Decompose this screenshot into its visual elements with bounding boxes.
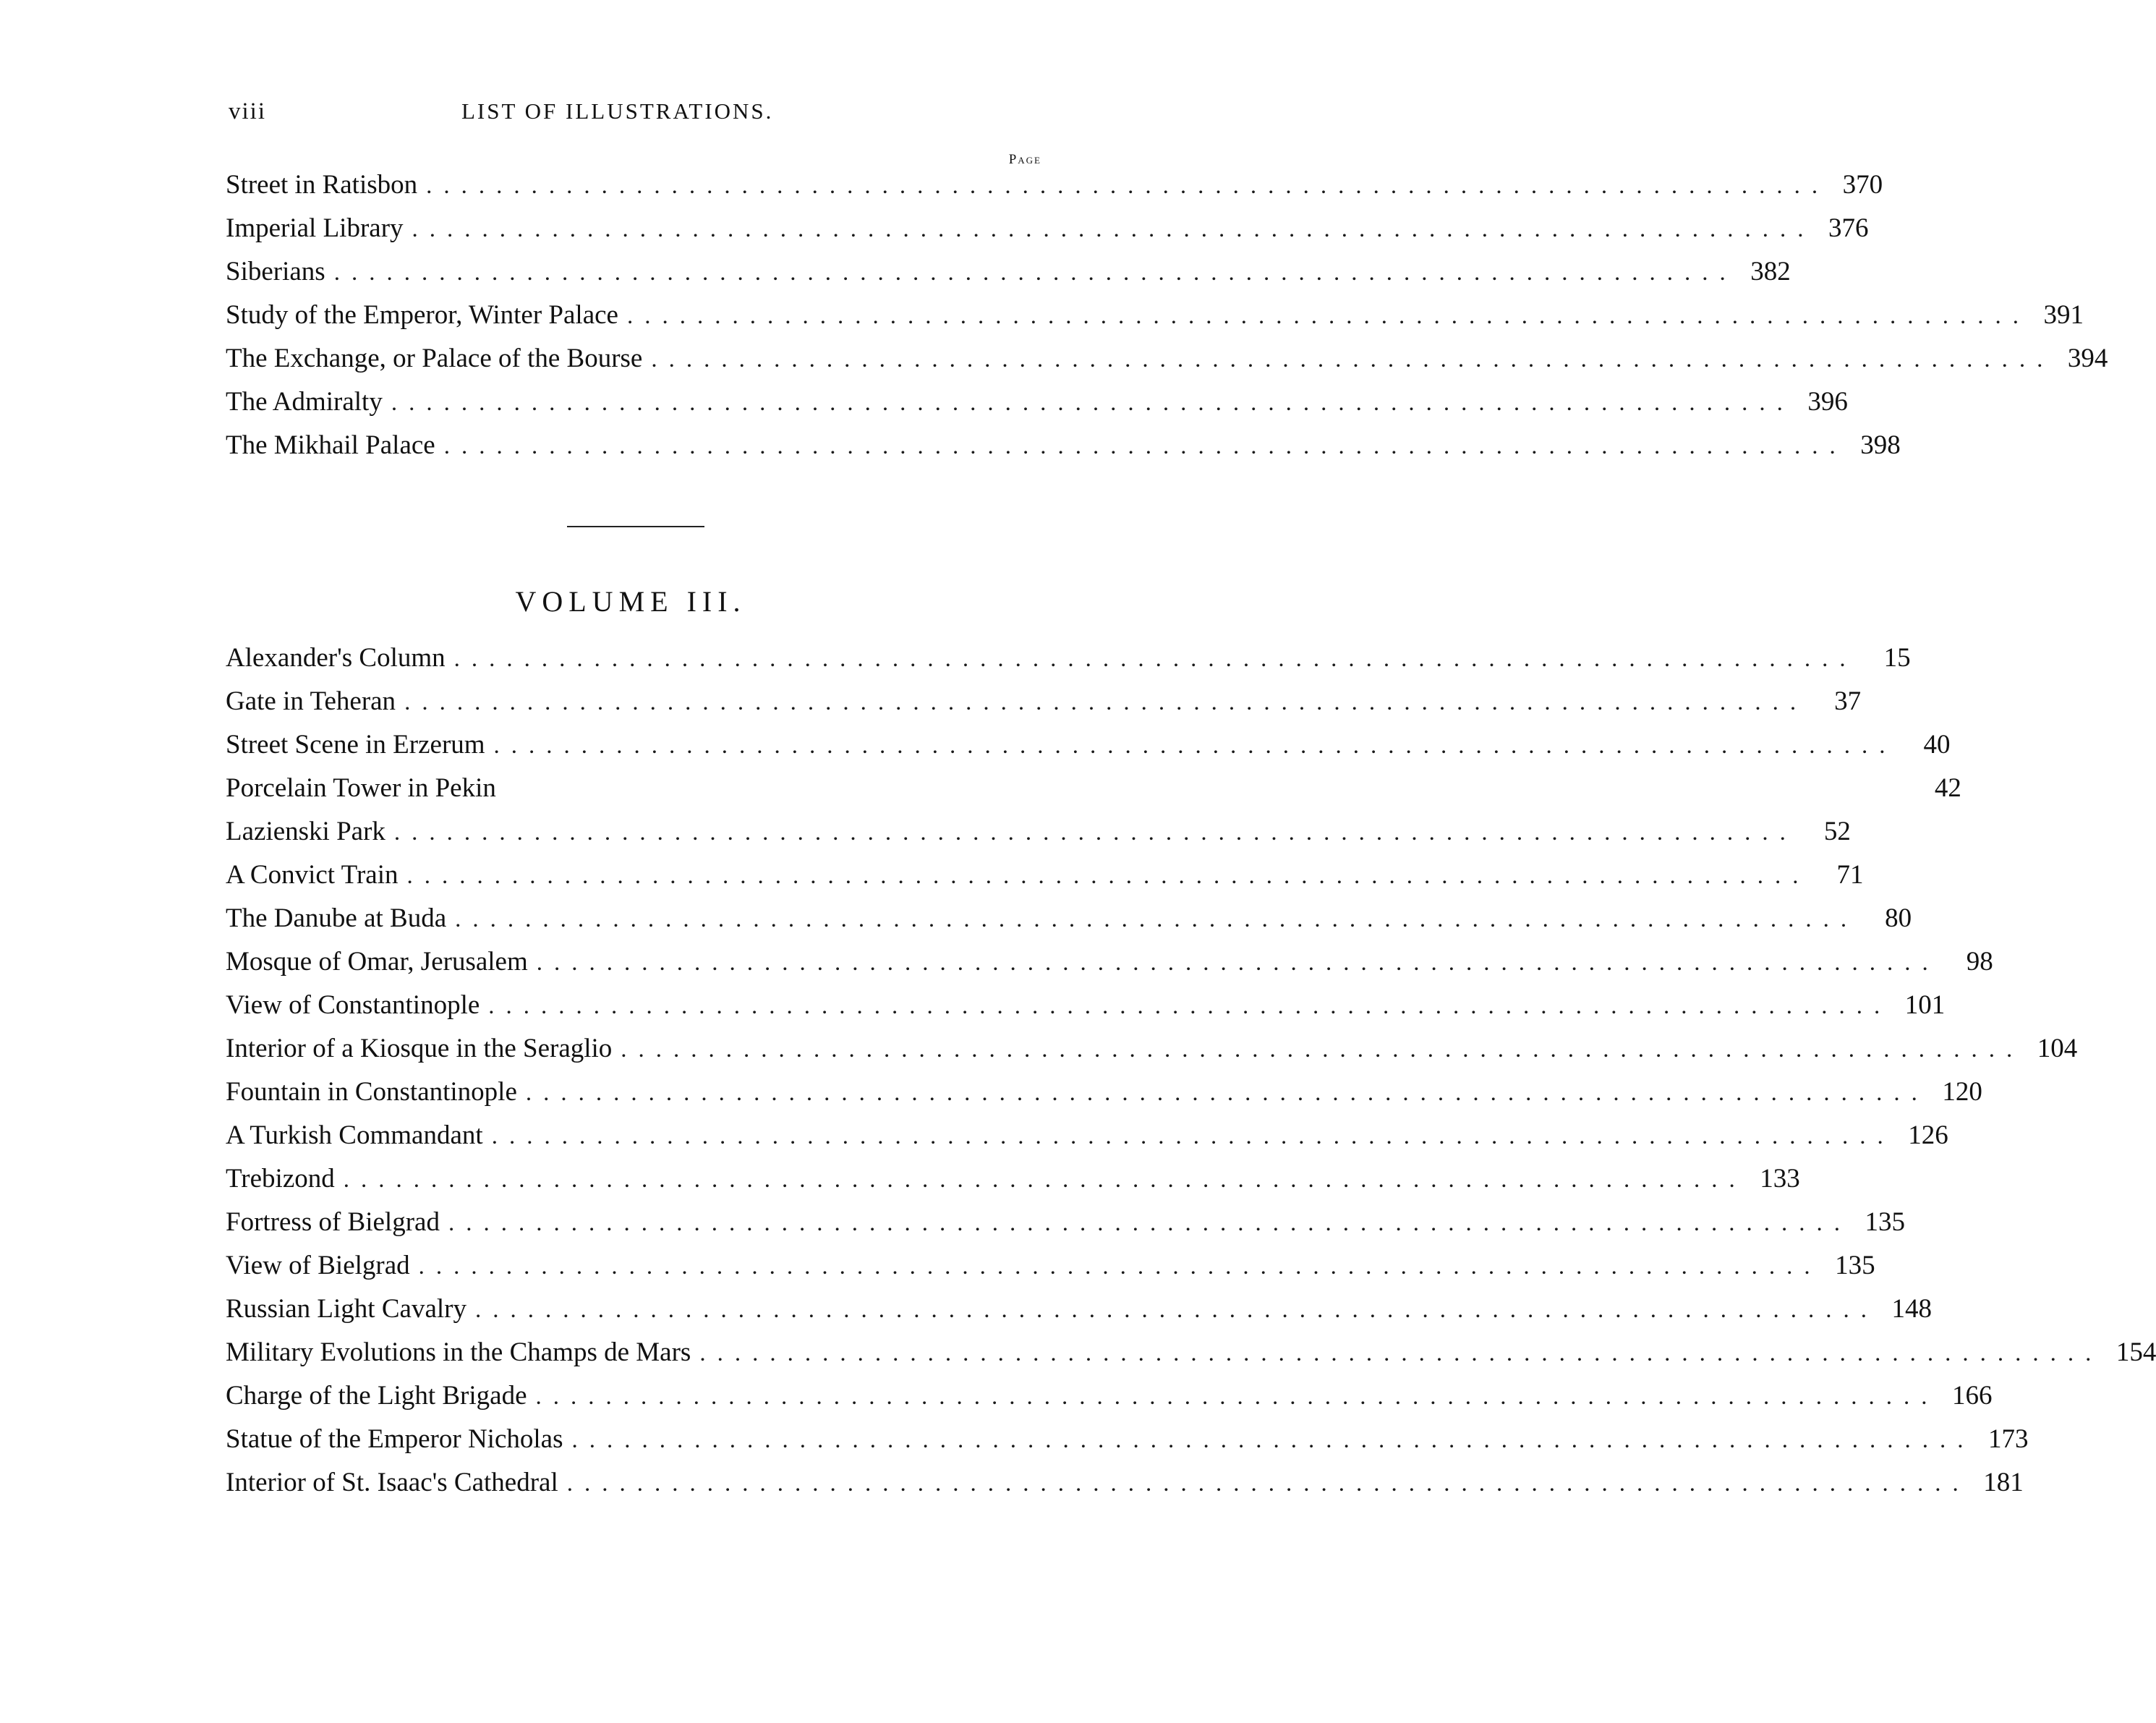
dot-leader: ................................................................................	[391, 390, 1794, 416]
dot-leader: ................................................................................	[333, 260, 1737, 286]
illustration-title: Porcelain Tower in Pekin	[226, 773, 496, 803]
illustration-page: 154	[2115, 1337, 2156, 1367]
list-item	[226, 686, 1862, 729]
illustration-page: 71	[1836, 860, 1864, 890]
dot-leader: ................................................................................	[651, 346, 2055, 373]
dot-leader: ................................................................................	[699, 1340, 2103, 1366]
illustration-title: Gate in Teheran	[226, 686, 396, 716]
list-item	[226, 1033, 2078, 1076]
list-item	[226, 1293, 1932, 1337]
illustration-title: Imperial Library	[226, 213, 404, 243]
list-item	[226, 1163, 1800, 1207]
list-item	[226, 729, 1951, 773]
dot-leader: ................................................................................	[453, 646, 1857, 672]
illustration-title: Statue of the Emperor Nicholas	[226, 1424, 563, 1454]
illustration-list-continued	[226, 169, 2108, 473]
illustration-title: The Exchange, or Palace of the Bourse	[226, 344, 643, 373]
illustration-page: 120	[1942, 1077, 1982, 1107]
illustration-title: Lazienski Park	[226, 817, 385, 846]
illustration-page: 382	[1750, 257, 1791, 286]
dot-leader: ................................................................................	[406, 863, 1810, 889]
illustration-title: Charge of the Light Brigade	[226, 1381, 527, 1411]
dot-leader: ................................................................................	[488, 993, 1892, 1019]
dot-leader: ................................................................................	[448, 1210, 1852, 1236]
illustration-title: A Convict Train	[226, 860, 399, 890]
illustration-title: The Danube at Buda	[226, 903, 447, 933]
list-item	[226, 1467, 2024, 1510]
illustration-page: 396	[1807, 387, 1848, 417]
illustration-page: 80	[1885, 903, 1912, 933]
list-item	[226, 256, 1791, 299]
illustration-title: Fortress of Bielgrad	[226, 1207, 440, 1237]
dot-leader: ................................................................................	[418, 1254, 1822, 1280]
dot-leader: ................................................................................	[571, 1427, 1975, 1453]
illustration-title: Street in Ratisbon	[226, 170, 418, 200]
dot-leader: ................................................................................	[535, 1384, 1939, 1410]
illustration-page: 376	[1828, 213, 1869, 243]
illustration-page: 133	[1760, 1164, 1800, 1194]
illustration-page: 148	[1891, 1294, 1932, 1324]
illustration-title: Mosque of Omar, Jerusalem	[226, 947, 528, 977]
list-item	[226, 642, 1911, 686]
illustration-page: 104	[2037, 1034, 2078, 1063]
dot-leader: ................................................................................	[412, 216, 1815, 242]
dot-leader: ................................................................................	[566, 1471, 1970, 1497]
dot-leader: ................................................................................	[455, 906, 1859, 932]
page-column-label: Page	[1008, 152, 1041, 167]
section-divider	[567, 526, 704, 527]
list-item	[226, 343, 2108, 386]
illustration-title: A Turkish Commandant	[226, 1120, 483, 1150]
dot-leader: ................................................................................	[525, 1080, 1929, 1106]
illustration-page: 42	[1934, 773, 1961, 803]
list-item	[226, 1207, 1905, 1250]
page-title: LIST OF ILLUSTRATIONS.	[461, 98, 774, 124]
illustration-title: Interior of St. Isaac's Cathedral	[226, 1468, 558, 1497]
illustration-title: Study of the Emperor, Winter Palace	[226, 300, 618, 330]
list-item	[226, 213, 1869, 256]
dot-leader: ................................................................................	[536, 950, 1940, 976]
dot-leader: ................................................................................	[621, 1037, 2024, 1063]
dot-leader: ................................................................................	[493, 733, 1897, 759]
illustration-page: 370	[1842, 170, 1883, 200]
illustration-title: View of Constantinople	[226, 990, 480, 1020]
list-item	[226, 299, 2084, 343]
illustration-title: Interior of a Kiosque in the Seraglio	[226, 1034, 613, 1063]
illustration-page: 40	[1923, 730, 1951, 760]
list-item	[226, 859, 1864, 903]
list-item	[226, 1076, 1982, 1120]
illustration-page: 166	[1952, 1381, 1993, 1411]
running-head	[226, 98, 1043, 135]
dot-leader: ................................................................................	[404, 689, 1808, 715]
illustration-page: 173	[1987, 1424, 2029, 1454]
illustration-title: Military Evolutions in the Champs de Mars	[226, 1337, 691, 1367]
illustration-title: Fountain in Constantinople	[226, 1077, 517, 1107]
list-item	[226, 903, 1912, 946]
illustration-title: Siberians	[226, 257, 325, 286]
illustration-title: Russian Light Cavalry	[226, 1294, 466, 1324]
illustration-list-volume-three	[226, 642, 2156, 1510]
illustration-page: 398	[1860, 430, 1901, 460]
illustration-page: 181	[1983, 1468, 2024, 1497]
illustration-page: 135	[1835, 1251, 1875, 1280]
dot-leader: ................................................................................	[426, 173, 1830, 199]
list-item	[226, 1380, 1993, 1424]
list-item	[226, 1120, 1948, 1163]
dot-leader: ................................................................................	[626, 303, 2030, 329]
illustration-page: 52	[1823, 817, 1851, 846]
list-item	[226, 816, 1851, 859]
illustration-page: 37	[1834, 686, 1862, 716]
illustration-title: Street Scene in Erzerum	[226, 730, 485, 760]
illustration-page: 391	[2043, 300, 2084, 330]
illustration-title: The Admiralty	[226, 387, 383, 417]
list-item	[226, 430, 1901, 473]
list-item	[226, 1424, 2029, 1467]
list-item	[226, 990, 1946, 1033]
dot-leader: ................................................................................	[343, 1167, 1747, 1193]
dot-leader: ................................................................................	[443, 433, 1847, 459]
list-item	[226, 169, 1883, 213]
page-folio: viii	[229, 98, 267, 124]
list-item	[226, 1337, 2156, 1380]
illustration-page: 101	[1904, 990, 1946, 1020]
list-item	[226, 1250, 1875, 1293]
list-item	[226, 946, 1993, 990]
list-item	[226, 773, 1961, 816]
dot-leader: ................................................................................	[474, 1297, 1878, 1323]
volume-heading: VOLUME III.	[515, 585, 746, 618]
illustration-page: 394	[2067, 344, 2108, 373]
dot-leader: ................................................................................	[491, 1123, 1895, 1149]
illustration-title: Alexander's Column	[226, 643, 446, 673]
illustration-page: 98	[1966, 947, 1993, 977]
illustration-page: 15	[1883, 643, 1911, 673]
illustration-title: View of Bielgrad	[226, 1251, 410, 1280]
list-item	[226, 386, 1848, 430]
illustration-title: The Mikhail Palace	[226, 430, 435, 460]
illustration-page: 135	[1865, 1207, 1905, 1237]
illustration-title: Trebizond	[226, 1164, 335, 1194]
dot-leader: ................................................................................	[393, 820, 1797, 846]
illustration-page: 126	[1908, 1120, 1948, 1150]
